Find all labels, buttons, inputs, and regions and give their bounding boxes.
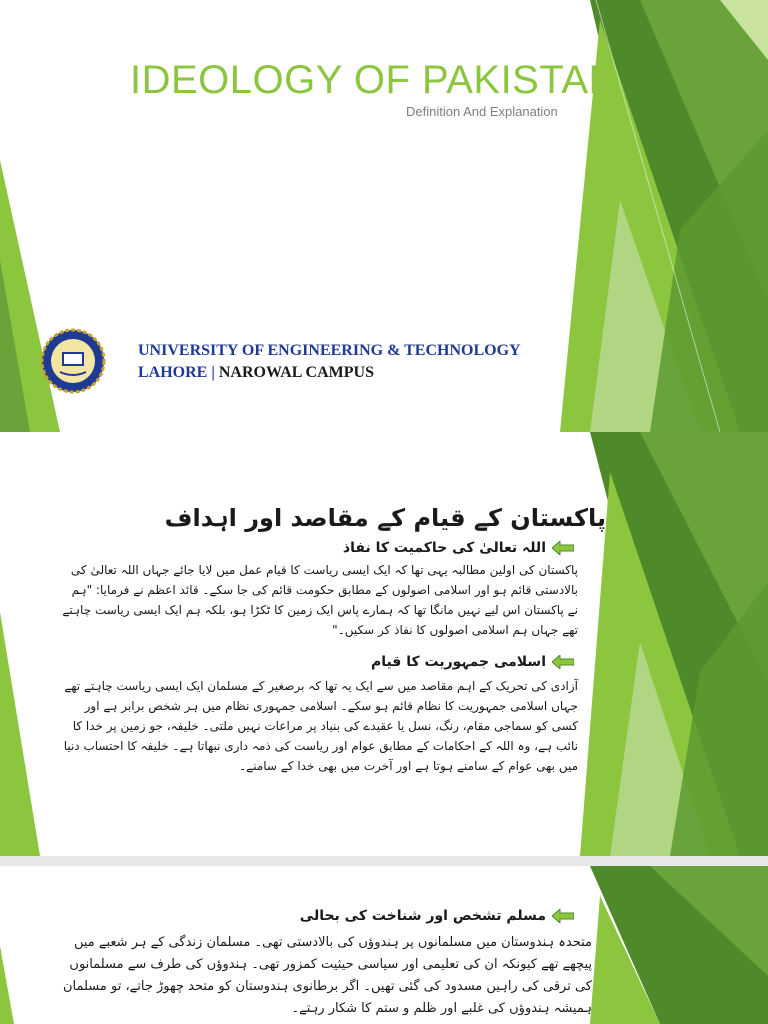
arrow-left-icon — [552, 541, 574, 555]
slide-title — [0, 0, 768, 432]
section-body-identity: متحدہ ہندوستان میں مسلمانوں پر ہندوؤں کی بالادستی تھی۔ مسلمان زندگی کے ہر شعبے میں پیچھے تھے کیونکہ ان کی تعلیمی اور سیاسی حیثیت کمزور تھی۔ ہندوؤں کی طرف سے مسلمانوں کی ترقی کی راہیں مسدود کی گئی تھیں۔ اگر برطانوی ہندوستان کو متحد چھوڑ جاتے، تو مسلمان ہمیشہ ہندوؤں کی غلبے اور ظلم و ستم کا شکار رہتے۔ — [62, 935, 592, 1016]
campus-line — [138, 364, 374, 382]
campus-city: LAHORE | — [138, 364, 215, 381]
section-body-democracy: آزادی کی تحریک کے اہم مقاصد میں سے ایک یہ تھا کہ برصغیر کے مسلمان ایک ایسی ریاست چاہتے تھے جہاں اسلامی جمہوریت کا نظام قائم ہو سکے۔ اسلامی جمہوری نظام میں ہر شخص برابر ہے اور کسی کو سماجی مقام، رنگ، نسل یا عقیدے کی بنیاد پر مراعات نہیں ملتی۔ خلیفہ، جو زمین پر خدا کا نائب ہے، وہ اللہ کے احکامات کے مطابق عوام اور ریاست کی ذمہ داری نبھاتا ہے۔ خلیفہ کا احتساب دنیا میں بھی عوام کے سامنے ہوتا ہے اور آخرت میں بھی خدا کے سامنے۔ — [63, 679, 578, 773]
university-name: UNIVERSITY OF ENGINEERING & TECHNOLOGY — [138, 342, 521, 359]
section-heading-text: اللہ تعالیٰ کی حاکمیت کا نفاذ — [342, 540, 546, 556]
slide-identity — [0, 866, 768, 1024]
arrow-left-icon — [552, 655, 574, 669]
section-heading-text: اسلامی جمہوریت کا قیام — [370, 654, 546, 670]
section-body-sovereignty: پاکستان کی اولین مطالبہ یہی تھا کہ ایک ایسی ریاست کا قیام عمل میں لایا جائے جہاں اللہ تعالیٰ کی بالادستی قائم ہو اور اسلامی اصولوں کے مطابق حکومت قائم کی جا سکے۔ قائد اعظم نے فرمایا: "ہم نے پاکستان اس لیے نہیں مانگا تھا کہ ہمارے پاس ایک زمین کا ٹکڑا ہو، بلکہ ہم ایک ایسی ریاست چاہتے تھے جہاں ہم اسلامی اصولوں کا نفاذ کر سکیں۔" — [62, 563, 578, 637]
slide-subtitle: Definition And Explanation — [406, 104, 558, 119]
section-heading-identity — [300, 908, 574, 924]
slide-title-text: IDEOLOGY OF PAKISTAN — [130, 58, 618, 102]
green-facets-decoration — [0, 432, 768, 856]
section-heading-sovereignty — [343, 540, 574, 556]
university-seal-icon — [40, 328, 106, 394]
section-heading-text: مسلم تشخص اور شناخت کی بحالی — [299, 908, 546, 924]
campus-name: NAROWAL CAMPUS — [218, 364, 374, 381]
slide-objectives — [0, 432, 768, 856]
section-heading-democracy — [371, 654, 574, 670]
objectives-title: پاکستان کے قیام کے مقاصد اور اہداف — [164, 504, 606, 532]
arrow-left-icon — [552, 909, 574, 923]
